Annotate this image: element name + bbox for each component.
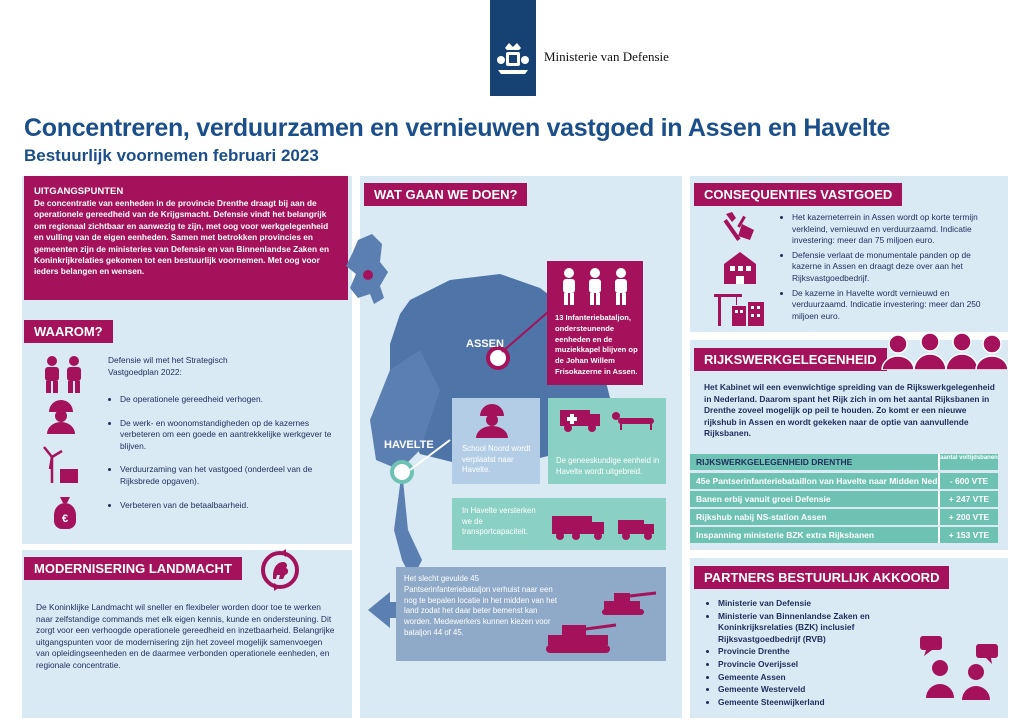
transport-box [452,498,666,550]
table-row-label: Rijkshub nabij NS-station Assen [696,512,827,522]
logo-bar [490,0,536,96]
uitgangspunten-heading: UITGANGSPUNTEN [34,186,124,197]
speech-people-icon [916,634,1004,700]
partner-item: • Provincie Overijssel [718,659,916,671]
table-header-label: RIJKSWERKGELEGENHEID DRENTHE [696,457,853,467]
rijkswerk-table-header [690,454,998,470]
table-row [690,527,998,543]
school-box-text: School Noord wordt verplaatst naar Havelte. [462,444,531,475]
consequenties-tag: CONSEQUENTIES VASTGOED [694,183,902,206]
consequenties-list [780,212,996,325]
waarom-item: • De operationele gereedheid verhogen. [120,394,340,406]
partner-item: • Provincie Drenthe [718,646,916,658]
hammer-trowel-icon [722,210,758,244]
svg-text:€: € [61,513,69,525]
helmet-soldier-icon [466,402,522,440]
table-row-label: Inspanning ministerie BZK extra Rijksbanen [696,530,875,540]
assen-label: ASSEN [466,338,504,350]
partner-item: • Ministerie van Binnenlandse Zaken en Koninkrijksrelaties (BZK) inclusief Rijksvastgoedbedrijf (RVB) [718,611,916,646]
partners-tag: PARTNERS BESTUURLIJK AKKOORD [694,566,949,589]
table-row [690,491,998,507]
tank-box-text: Het slecht gevulde 45 Pantserinfanteriebataljon verhuist naar een nog te bepalen locatie in het midden van het land zodat het daar beter bemenst kan worden. Medewerkers kunnen kiezen voor bataljon 44 of 45. [404,574,558,637]
consequenties-item: • Defensie verlaat de monumentale panden op de kazerne in Assen en draagt deze over aan het Rijksvastgoedbedrijf. [792,250,996,285]
waarom-item: • Verduurzaming van het vastgoed (onderdeel van de Rijksbrede opgaven). [120,464,340,487]
table-row [690,509,998,525]
transport-box-text: In Havelte versterken we de transportcapaciteit. [462,506,536,537]
rijkswerk-text: Het Kabinet wil een evenwichtige spreiding van de Rijkswerkgelegenheid in Nederland. Daarom spant het Rijk zich in om het aantal Rijksbanen in Drenthe zoveel mogelijk op peil te houden. Zo komt er een nieuwe rijkshub in Assen en wordt gekeken naar de optie van aanvullende Rijksbanen. [704,382,995,439]
modernisering-tag: MODERNISERING LANDMACHT [24,557,242,580]
table-row-value: + 247 VTE [938,491,998,507]
table-row-label: 45e Pantserinfanteriebataillon van Havelte naar Midden Ned. [696,476,940,486]
havelte-label: HAVELTE [384,439,434,451]
people-group-icon [880,330,1008,370]
ambulance-icon [556,404,660,434]
partner-item: • Gemeente Westerveld [718,684,916,696]
crane-building-icon [712,290,768,328]
tank-icon [544,581,662,655]
table-row-value: - 600 VTE [938,473,998,489]
waarom-tag: WAAROM? [24,320,113,343]
assen-box-text: 13 Infanteriebataljon, ondersteunende eenheden en de muziekkapel blijven op de Johan Willem Frisokazerne in Assen. [555,313,638,376]
table-header-unit: aantal voltijdsbanen [938,454,998,470]
partner-item: • Gemeente Assen [718,672,916,684]
partner-item: • Gemeente Steenwijkerland [718,697,916,709]
soldiers-icon [555,267,635,307]
table-row-value: + 153 VTE [938,527,998,543]
ministry-name: Ministerie van Defensie [544,49,669,64]
euro-moneybag-icon [50,495,80,529]
assen-box [547,261,643,385]
truck-icon [548,508,660,544]
partner-item: • Ministerie van Defensie [718,598,916,610]
page-subtitle: Bestuurlijk voornemen februari 2023 [24,146,319,165]
modernisering-text: De Koninklijke Landmacht wil sneller en flexibeler worden door toe te werken naar zelfstandige commands met elk eigen kennis, kunde en ondersteuning. Dit zorgt voor een verhoogde operationele gereedheid en inzetbaarheid. Belangrijke uitgangspunten voor de modernisering zijn het zoveel mogelijk samenvoegen van opleidingseenheden en de daarmee verbonden operationele eenheden, en regionale concentratie. [36,602,335,670]
consequenties-item: • De kazerne in Havelte wordt vernieuwd en verduurzaamd. Indicatie investering: meer dan 250 miljoen euro. [792,288,996,323]
waarom-intro: Defensie wil met het Strategisch Vastgoedplan 2022: [108,355,228,377]
helmet-soldier-icon [44,398,78,434]
house-icon [722,250,758,286]
watgaanwedoen-tag: WAT GAAN WE DOEN? [364,183,527,206]
waarom-item: • De werk- en woonomstandigheden op de kazernes verbeteren om een goede en aantrekkelijke werkgever te blijven. [120,418,340,453]
school-box [452,398,540,484]
medical-box-text: De geneeskundige eenheid in Havelte wordt uitgebreid. [556,456,660,476]
tank-box [396,567,666,661]
soldiers-icon [38,355,88,395]
table-row [690,473,998,489]
medical-box [548,398,666,484]
rijkswerk-tag: RIJKSWERKGELEGENHEID [694,348,887,371]
wind-turbine-icon [42,443,80,485]
table-row-value: + 200 VTE [938,509,998,525]
table-row-label: Banen erbij vanuit groei Defensie [696,494,831,504]
consequenties-item: • Het kazerneterrein in Assen wordt op korte termijn verkleind, vernieuwd en verduurzaamd. Indicatie investering: meer dan 75 miljoen euro. [792,212,996,247]
partners-list [706,598,916,709]
waarom-item: • Verbeteren van de betaalbaarheid. [120,500,340,512]
uitgangspunten-text: De concentratie van eenheden in de provincie Drenthe draagt bij aan de operationele gereedheid van de Krijgsmacht. Defensie vindt het belangrijk om regionaal zichtbaar en aanwezig te zijn, met oog voor werkgelegenheid en vulling van de eigen eenheden. Samen met betrokken provincies en gemeenten zijn de ministeries van Defensie en van Binnenlandse Zaken en Koninkrijkrelaties gekomen tot een bestuurlijk voornemen. Met oog voor ieders belangen en wensen. [34,198,330,277]
crown-coat-of-arms-icon [490,0,536,96]
page-title: Concentreren, verduurzamen en vernieuwen vastgoed in Assen en Havelte [24,114,891,142]
